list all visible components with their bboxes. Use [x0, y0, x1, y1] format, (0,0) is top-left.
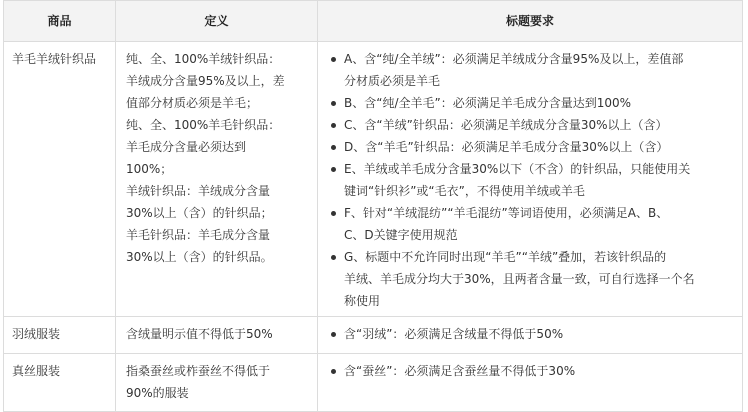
- header-title-requirements: 标题要求: [318, 1, 743, 42]
- requirement-line: 羊绒、羊毛成分均大于30%，且两者含量一致，可自行选择一个名: [344, 272, 695, 286]
- bullet-icon: [331, 332, 336, 337]
- table-row: [4, 42, 743, 317]
- definition-line: 羊绒成分含量95%及以上，差: [126, 74, 285, 88]
- requirement-line: F、针对“羊绒混纺”“羊毛混纺”等词语使用，必须满足A、B、: [344, 206, 669, 220]
- requirement-line: 含“蚕丝”：必须满足含蚕丝量不得低于30%: [344, 364, 576, 378]
- definition-line: 30%以上（含）的针织品；: [126, 206, 273, 220]
- product-cell: [4, 42, 116, 317]
- definition-cell: [116, 42, 318, 317]
- requirements-list: [324, 48, 736, 312]
- definition-line: 纯、全、100%羊毛针织品：: [126, 118, 281, 132]
- list-item: [344, 158, 736, 202]
- requirement-line: 称使用: [344, 294, 381, 308]
- product-name: 羽绒服装: [12, 327, 61, 341]
- requirements-list: [324, 360, 736, 382]
- list-item: [344, 323, 736, 345]
- bullet-icon: [331, 369, 336, 374]
- requirement-line: C、含“羊绒”针织品：必须满足羊绒成分含量30%以上（含）: [344, 118, 668, 132]
- definition-cell: [116, 317, 318, 354]
- product-name: 真丝服装: [12, 364, 61, 378]
- requirement-line: 含“羽绒”：必须满足含绒量不得低于50%: [344, 327, 564, 341]
- table-row: [4, 354, 743, 412]
- definition-line: 90%的服装: [126, 386, 189, 400]
- list-item: [344, 136, 736, 158]
- list-item: [344, 202, 736, 246]
- list-item: [344, 92, 736, 114]
- definition-line: 100%；: [126, 162, 173, 176]
- product-cell: [4, 317, 116, 354]
- definition-line: 指桑蚕丝或柞蚕丝不得低于: [126, 364, 271, 378]
- definition-line: 羊毛针织品：羊毛成分含量: [126, 228, 271, 242]
- definition-line: 羊毛成分含量必须达到: [126, 140, 247, 154]
- list-item: [344, 48, 736, 92]
- requirement-line: G、标题中不允许同时出现“羊毛”“羊绒”叠加，若该针织品的: [344, 250, 667, 264]
- bullet-icon: [331, 211, 336, 216]
- requirement-line: 分材质必须是羊毛: [344, 74, 441, 88]
- list-item: [344, 246, 736, 312]
- requirements-cell: [318, 317, 743, 354]
- bullet-icon: [331, 167, 336, 172]
- definition-line: 纯、全、100%羊绒针织品：: [126, 52, 281, 66]
- list-item: [344, 360, 736, 382]
- requirement-line: D、含“羊毛”针织品：必须满足羊毛成分含量30%以上（含）: [344, 140, 669, 154]
- bullet-icon: [331, 145, 336, 150]
- definition-line: 值部分材质必须是羊毛；: [126, 96, 259, 110]
- bullet-icon: [331, 57, 336, 62]
- requirement-line: E、羊绒或羊毛成分含量30%以下（不含）的针织品，只能使用关: [344, 162, 691, 176]
- bullet-icon: [331, 101, 336, 106]
- definition-line: 羊绒针织品：羊绒成分含量: [126, 184, 271, 198]
- requirement-line: 键词“针织衫”或“毛衣”，不得使用羊绒或羊毛: [344, 184, 585, 198]
- header-product: 商品: [4, 1, 116, 42]
- requirement-line: C、D关键字使用规范: [344, 228, 458, 242]
- table-header-row: [4, 1, 743, 42]
- product-cell: [4, 354, 116, 412]
- bullet-icon: [331, 255, 336, 260]
- requirements-cell: [318, 42, 743, 317]
- definition-cell: [116, 354, 318, 412]
- product-name: 羊毛羊绒针织品: [12, 52, 97, 66]
- definition-line: 含绒量明示值不得低于50%: [126, 327, 273, 341]
- header-definition: 定义: [116, 1, 318, 42]
- requirement-line: B、含“纯/全羊毛”：必须满足羊毛成分含量达到100%: [344, 96, 632, 110]
- title-requirements-table: [3, 0, 743, 412]
- requirements-cell: [318, 354, 743, 412]
- requirement-line: A、含“纯/全羊绒”：必须满足羊绒成分含量95%及以上，差值部: [344, 52, 684, 66]
- list-item: [344, 114, 736, 136]
- bullet-icon: [331, 123, 336, 128]
- requirements-list: [324, 323, 736, 345]
- table-row: [4, 317, 743, 354]
- definition-line: 30%以上（含）的针织品。: [126, 250, 273, 264]
